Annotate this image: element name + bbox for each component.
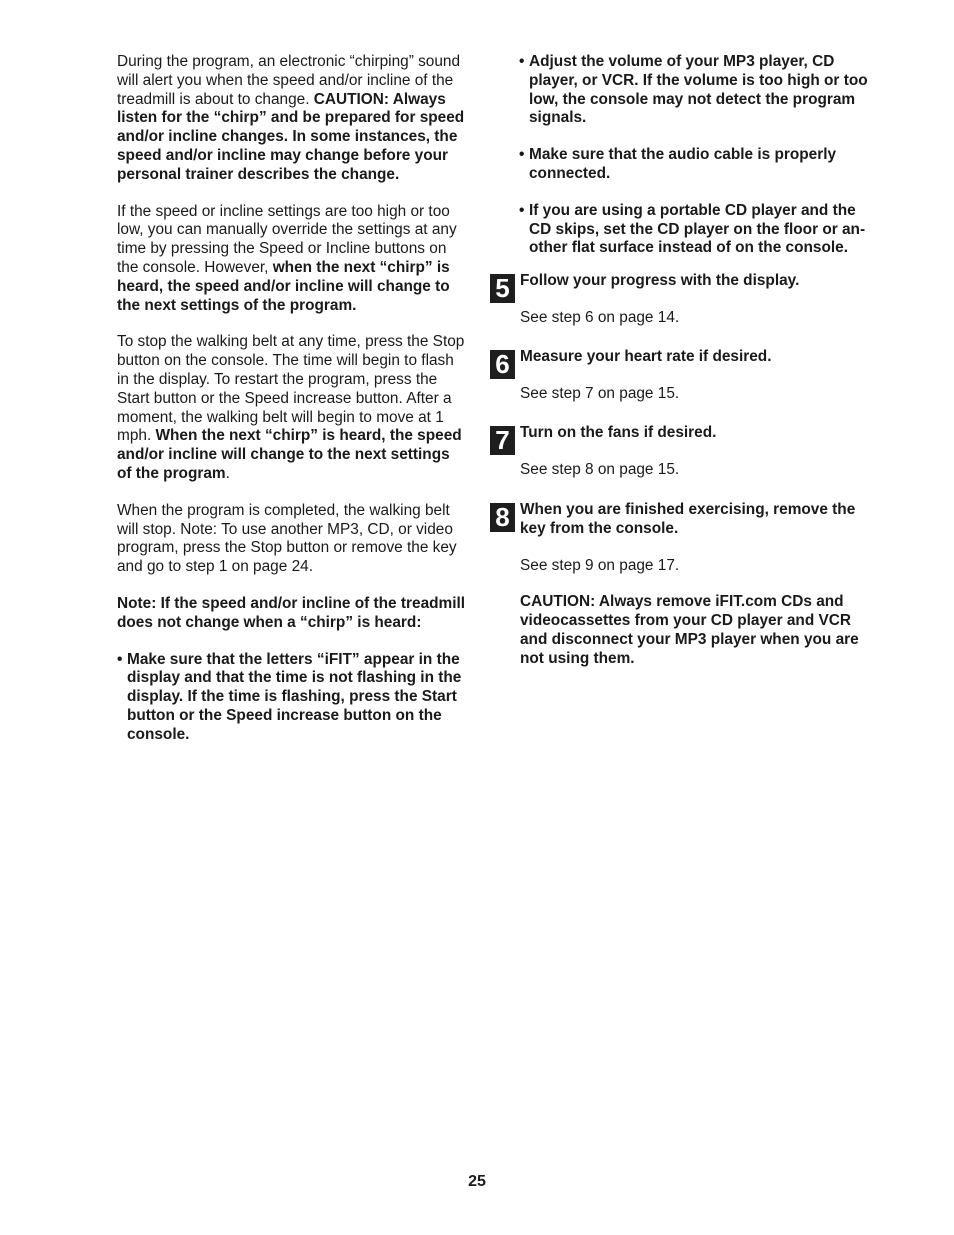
left-column bbox=[117, 53, 467, 745]
stop-paragraph bbox=[117, 333, 467, 483]
bullet-item bbox=[117, 651, 467, 745]
bullet-dot: • bbox=[519, 146, 525, 164]
bullet-item bbox=[519, 146, 871, 184]
step-number-badge: 8 bbox=[490, 503, 515, 532]
bullet-dot: • bbox=[117, 650, 123, 668]
step-number-badge: 5 bbox=[490, 274, 515, 303]
step-reference: See step 9 on page 17. bbox=[520, 556, 680, 574]
step-reference: See step 6 on page 14. bbox=[520, 308, 680, 326]
override-warning: when the next “chirp” is heard, the speed and/or incline will change to the next settings of the program. bbox=[117, 258, 450, 314]
intro-paragraph bbox=[117, 53, 467, 185]
note-paragraph bbox=[117, 595, 467, 633]
chirp-caution: CAUTION: Always listen for the “chirp” and be prepared for speed and/or incline changes. In some instances, the speed and/or incline may change before your personal trainer describes the change. bbox=[117, 90, 465, 183]
completed-paragraph: When the program is completed, the walking belt will stop. Note: To use another MP3, CD, or video program, press the Stop button or remove the key and go to step 1 on page 24. bbox=[117, 501, 457, 576]
caution-text: CAUTION: Always remove iFIT.com CDs and videocassettes from your CD player and VCR and disconnect your MP3 player when you are not using them. bbox=[520, 593, 859, 667]
step-reference: See step 8 on page 15. bbox=[520, 460, 680, 478]
step-body bbox=[520, 501, 870, 669]
stop-text: To stop the walking belt at any time, press the Stop button on the console. The time will begin to flash in the display. To restart the program, press the Start button or the Speed increase button. After a moment, the walking belt will begin to move at 1 mph. bbox=[117, 333, 465, 445]
step-body bbox=[520, 424, 870, 480]
step-title: When you are finished exercising, remove the key from the console. bbox=[520, 501, 856, 537]
stop-warning: When the next “chirp” is heard, the speed and/or incline will change to the next settings of the program bbox=[117, 427, 462, 482]
right-column bbox=[519, 53, 871, 258]
step-title: Turn on the fans if desired. bbox=[520, 424, 717, 441]
step-title: Follow your progress with the display. bbox=[520, 272, 800, 289]
bullet-text: Adjust the volume of your MP3 player, CD player, or VCR. If the volume is too high or too low, the console may not detect the program signals. bbox=[529, 53, 868, 127]
bullet-item bbox=[519, 53, 871, 128]
override-text: If the speed or incline settings are too high or too low, you can manually override the settings at any time by pressing the Speed or Incline buttons on the console. However, bbox=[117, 202, 457, 276]
step-number-badge: 6 bbox=[490, 350, 515, 379]
step-reference: See step 7 on page 15. bbox=[520, 384, 680, 402]
note-text: Note: If the speed and/or incline of the treadmill does not change when a “chirp” is heard: bbox=[117, 594, 466, 631]
override-paragraph bbox=[117, 203, 467, 316]
step-number-badge: 7 bbox=[490, 426, 515, 455]
page-number: 25 bbox=[468, 1173, 486, 1190]
bullet-text: Make sure that the letters “iFIT” appear in the display and that the time is not flashing in the display. If the time is flashing, press the Start button or the Speed increase button on the console. bbox=[127, 650, 462, 743]
stop-period: . bbox=[225, 464, 230, 482]
bullet-item bbox=[519, 202, 871, 258]
bullet-dot: • bbox=[519, 53, 525, 70]
bullet-text: If you are using a portable CD player and the CD skips, set the CD player on the floor or an-other flat surface instead of on the console. bbox=[529, 201, 866, 257]
step-body bbox=[520, 348, 870, 404]
intro-text: During the program, an electronic “chirping” sound will alert you when the speed and/or incline of the treadmill is about to change. bbox=[117, 53, 461, 108]
step-title: Measure your heart rate if desired. bbox=[520, 348, 772, 365]
bullet-text: Make sure that the audio cable is properly connected. bbox=[529, 146, 837, 182]
bullet-dot: • bbox=[519, 201, 525, 219]
step-body bbox=[520, 272, 870, 328]
caution-paragraph bbox=[520, 593, 870, 668]
